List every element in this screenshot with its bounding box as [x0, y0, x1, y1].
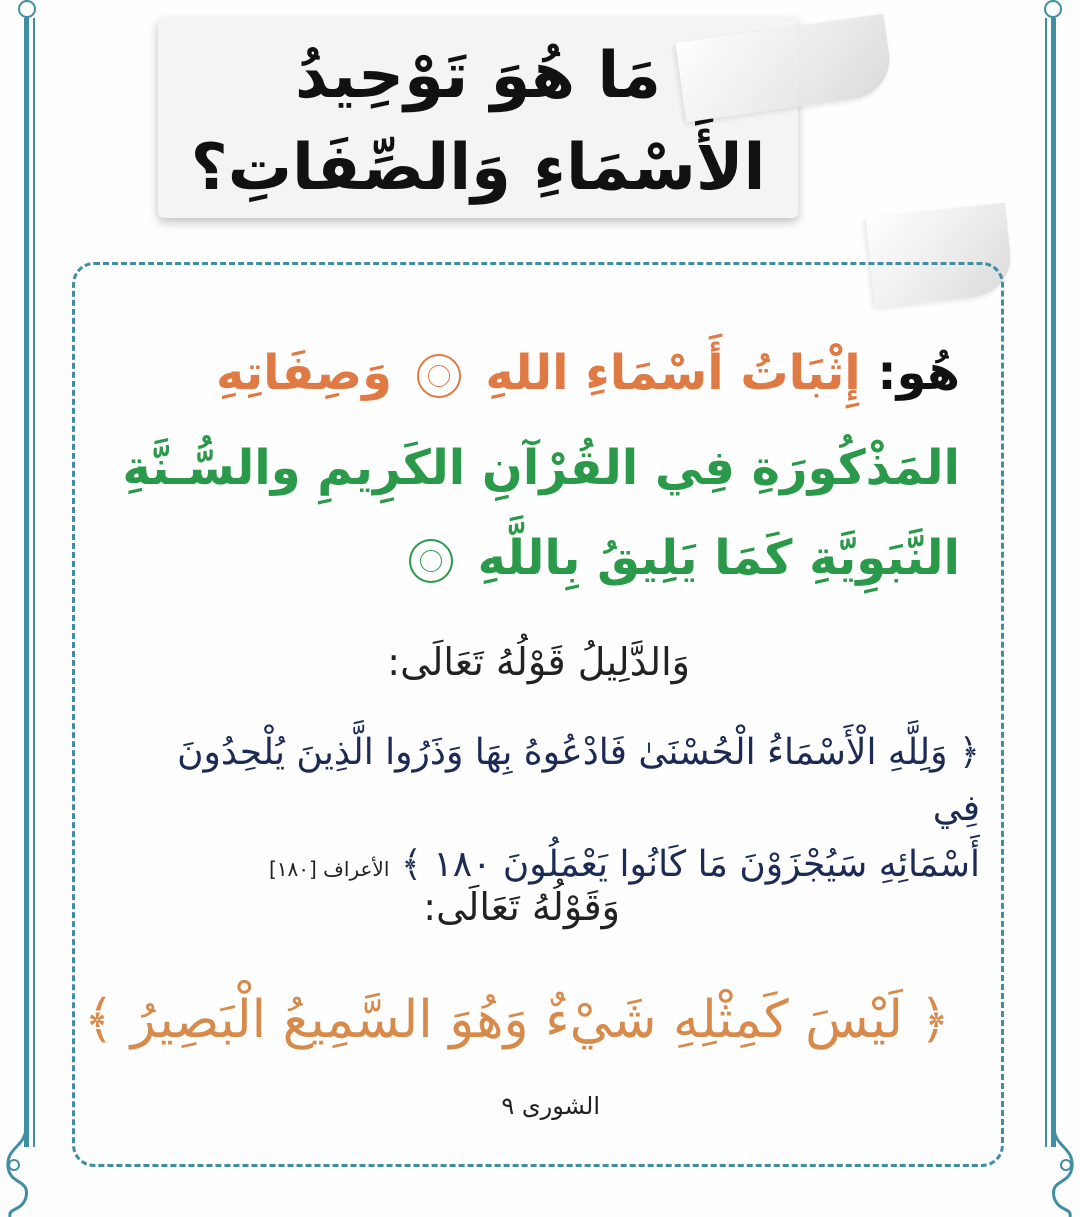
definition-line-3-text: النَّبَوِيَّةِ كَمَا يَلِيقُ بِاللَّهِ — [477, 530, 960, 586]
definition-line-3 — [401, 530, 960, 586]
evidence-intro-2: وَقَوْلُهُ تَعَالَى: — [423, 885, 620, 929]
glorification-seal-icon — [417, 354, 461, 398]
verse1-line-1: ﴿ وَلِلَّهِ الْأَسْمَاءُ الْحُسْنَىٰ فَادْعُوهُ بِهَا وَذَرُوا الَّذِينَ يُلْحِدُونَ فِي — [177, 732, 980, 829]
border-line-thin — [33, 18, 35, 1147]
border-line-thin — [1045, 18, 1047, 1147]
border-line — [24, 18, 29, 1147]
swirl-ornament-icon — [0, 1067, 40, 1217]
definition-line-2: المَذْكُورَةِ فِي القُرْآنِ الكَرِيمِ والسُّـنَّةِ — [122, 440, 960, 496]
border-line — [1051, 18, 1056, 1147]
definition-line-1 — [216, 345, 960, 401]
verse2-reference: الشورى ٩ — [501, 1092, 600, 1120]
verse-al-araf — [120, 725, 980, 897]
definition-lead: هُو: — [877, 345, 960, 401]
verse1-line-2-text: أَسْمَائِهِ سَيُجْزَوْنَ مَا كَانُوا يَعْمَلُونَ ١٨٠ ﴾ — [400, 844, 980, 885]
left-ornamental-border — [0, 0, 40, 1217]
definition-orange-text: إِثْبَاتُ أَسْمَاءِ اللهِ — [485, 345, 861, 401]
title-line-2: الأَسْمَاءِ وَالصِّفَاتِ؟ — [190, 131, 766, 205]
right-ornamental-border — [1040, 0, 1080, 1217]
verse-ash-shura: ﴿ لَيْسَ كَمِثْلِهِ شَيْءٌ وَهُوَ السَّمِيعُ الْبَصِيرُ ﴾ — [83, 990, 950, 1050]
title-line-1: مَا هُوَ تَوْحِيدُ — [294, 39, 662, 113]
border-knob-icon — [18, 0, 36, 18]
border-knob-icon — [1044, 0, 1062, 18]
glorification-seal-icon — [409, 539, 453, 583]
definition-orange-end: وَصِفَاتِهِ — [216, 345, 392, 401]
swirl-ornament-icon — [1040, 1067, 1080, 1217]
evidence-intro: وَالدَّلِيلُ قَوْلُهُ تَعَالَى: — [387, 640, 690, 684]
verse1-reference: الأعراف [١٨٠] — [268, 857, 390, 881]
